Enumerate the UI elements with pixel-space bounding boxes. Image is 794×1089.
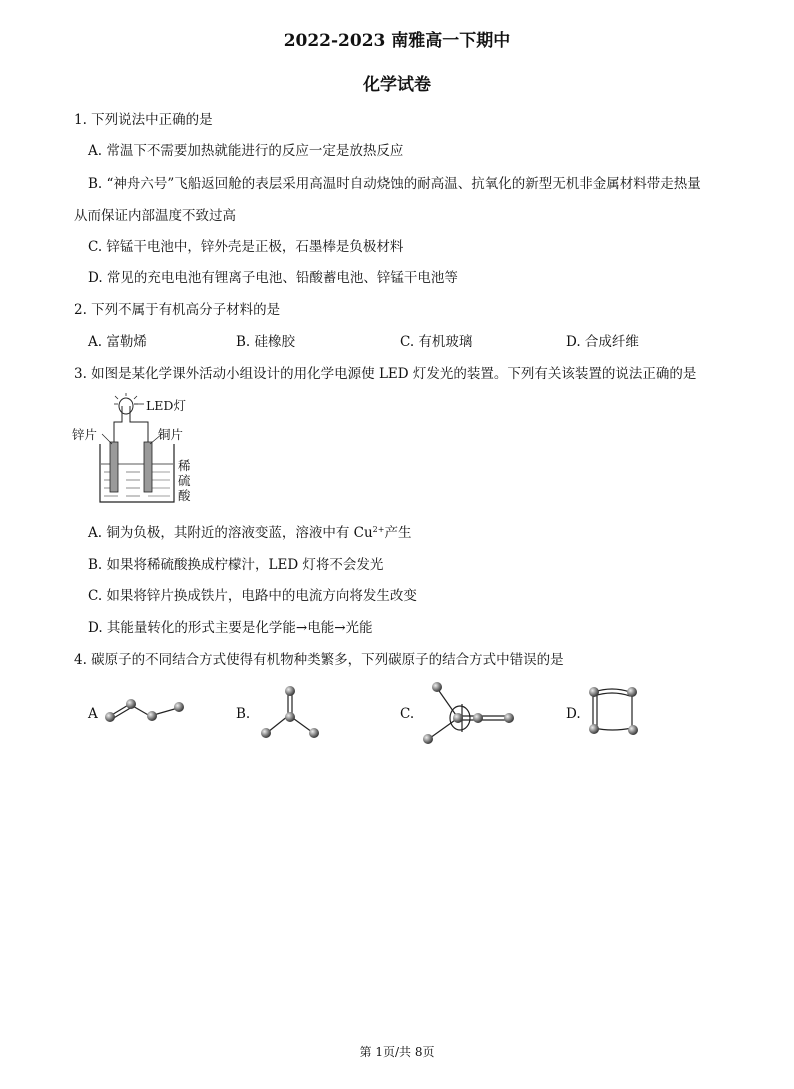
q4-option-c-label: C.	[400, 706, 415, 722]
battery-apparatus-figure	[70, 392, 220, 507]
q1-stem: 1. 下列说法中正确的是	[74, 112, 213, 128]
exam-subject: 化学试卷	[363, 75, 431, 95]
zinc-label: 锌片	[72, 427, 98, 442]
q4-stem: 4. 碳原子的不同结合方式使得有机物种类繁多，下列碳原子的结合方式中错误的是	[74, 652, 564, 668]
led-bulb-icon	[114, 393, 144, 416]
q1-option-a: A. 常温下不需要加热就能进行的反应一定是放热反应	[88, 143, 404, 159]
molecule-c-center	[423, 682, 514, 744]
q3-option-c: C. 如果将锌片换成铁片，电路中的电流方向将发生改变	[88, 588, 417, 604]
copper-label: 铜片	[158, 427, 184, 442]
molecule-a-chain	[105, 699, 184, 722]
q2-option-a: A. 富勒烯	[88, 334, 147, 350]
molecule-b-branch	[261, 686, 319, 738]
q1-option-c: C. 锌锰干电池中，锌外壳是正极，石墨棒是负极材料	[88, 239, 404, 255]
q2-option-b: B. 硅橡胶	[236, 334, 296, 350]
q4-option-a-label: A	[88, 706, 98, 722]
copper-electrode	[144, 442, 152, 492]
zinc-electrode	[110, 442, 118, 492]
exam-title: 2022-2023 南雅高一下期中	[283, 31, 511, 51]
q3-stem: 3. 如图是某化学课外活动小组设计的用化学电源使 LED 灯发光的装置。下列有关该装置的说法正确的是	[74, 366, 697, 382]
q1-option-b: B. “神舟六号”飞船返回舱的表层采用高温时自动烧蚀的耐高温、抗氧化的新型无机非金属材料带走热量	[88, 176, 701, 192]
q3-option-d: D. 其能量转化的形式主要是化学能→电能→光能	[88, 620, 373, 636]
carbon-bonding-figures	[100, 680, 700, 750]
molecule-d-ring	[589, 687, 638, 735]
q3-option-a: A. 铜为负极，其附近的溶液变蓝，溶液中有 $Cu^{2+}$产生	[88, 525, 412, 541]
q2-option-c: C. 有机玻璃	[400, 334, 473, 350]
q1-option-b-cont: 从而保证内部温度不致过高	[74, 208, 236, 224]
acid-label: 稀 硫 酸	[178, 458, 191, 503]
q2-option-d: D. 合成纤维	[566, 334, 639, 350]
led-label: LED灯	[146, 398, 186, 413]
q2-stem: 2. 下列不属于有机高分子材料的是	[74, 302, 281, 318]
q1-option-d: D. 常见的充电电池有锂离子电池、铅酸蓄电池、锌锰干电池等	[88, 270, 458, 286]
q3-option-b: B. 如果将稀硫酸换成柠檬汁，LED 灯将不会发光	[88, 557, 384, 573]
q4-option-b-label: B.	[236, 706, 251, 722]
q4-option-d-label: D.	[566, 706, 581, 722]
page-footer: 第 1页/共 8页	[359, 1045, 435, 1059]
